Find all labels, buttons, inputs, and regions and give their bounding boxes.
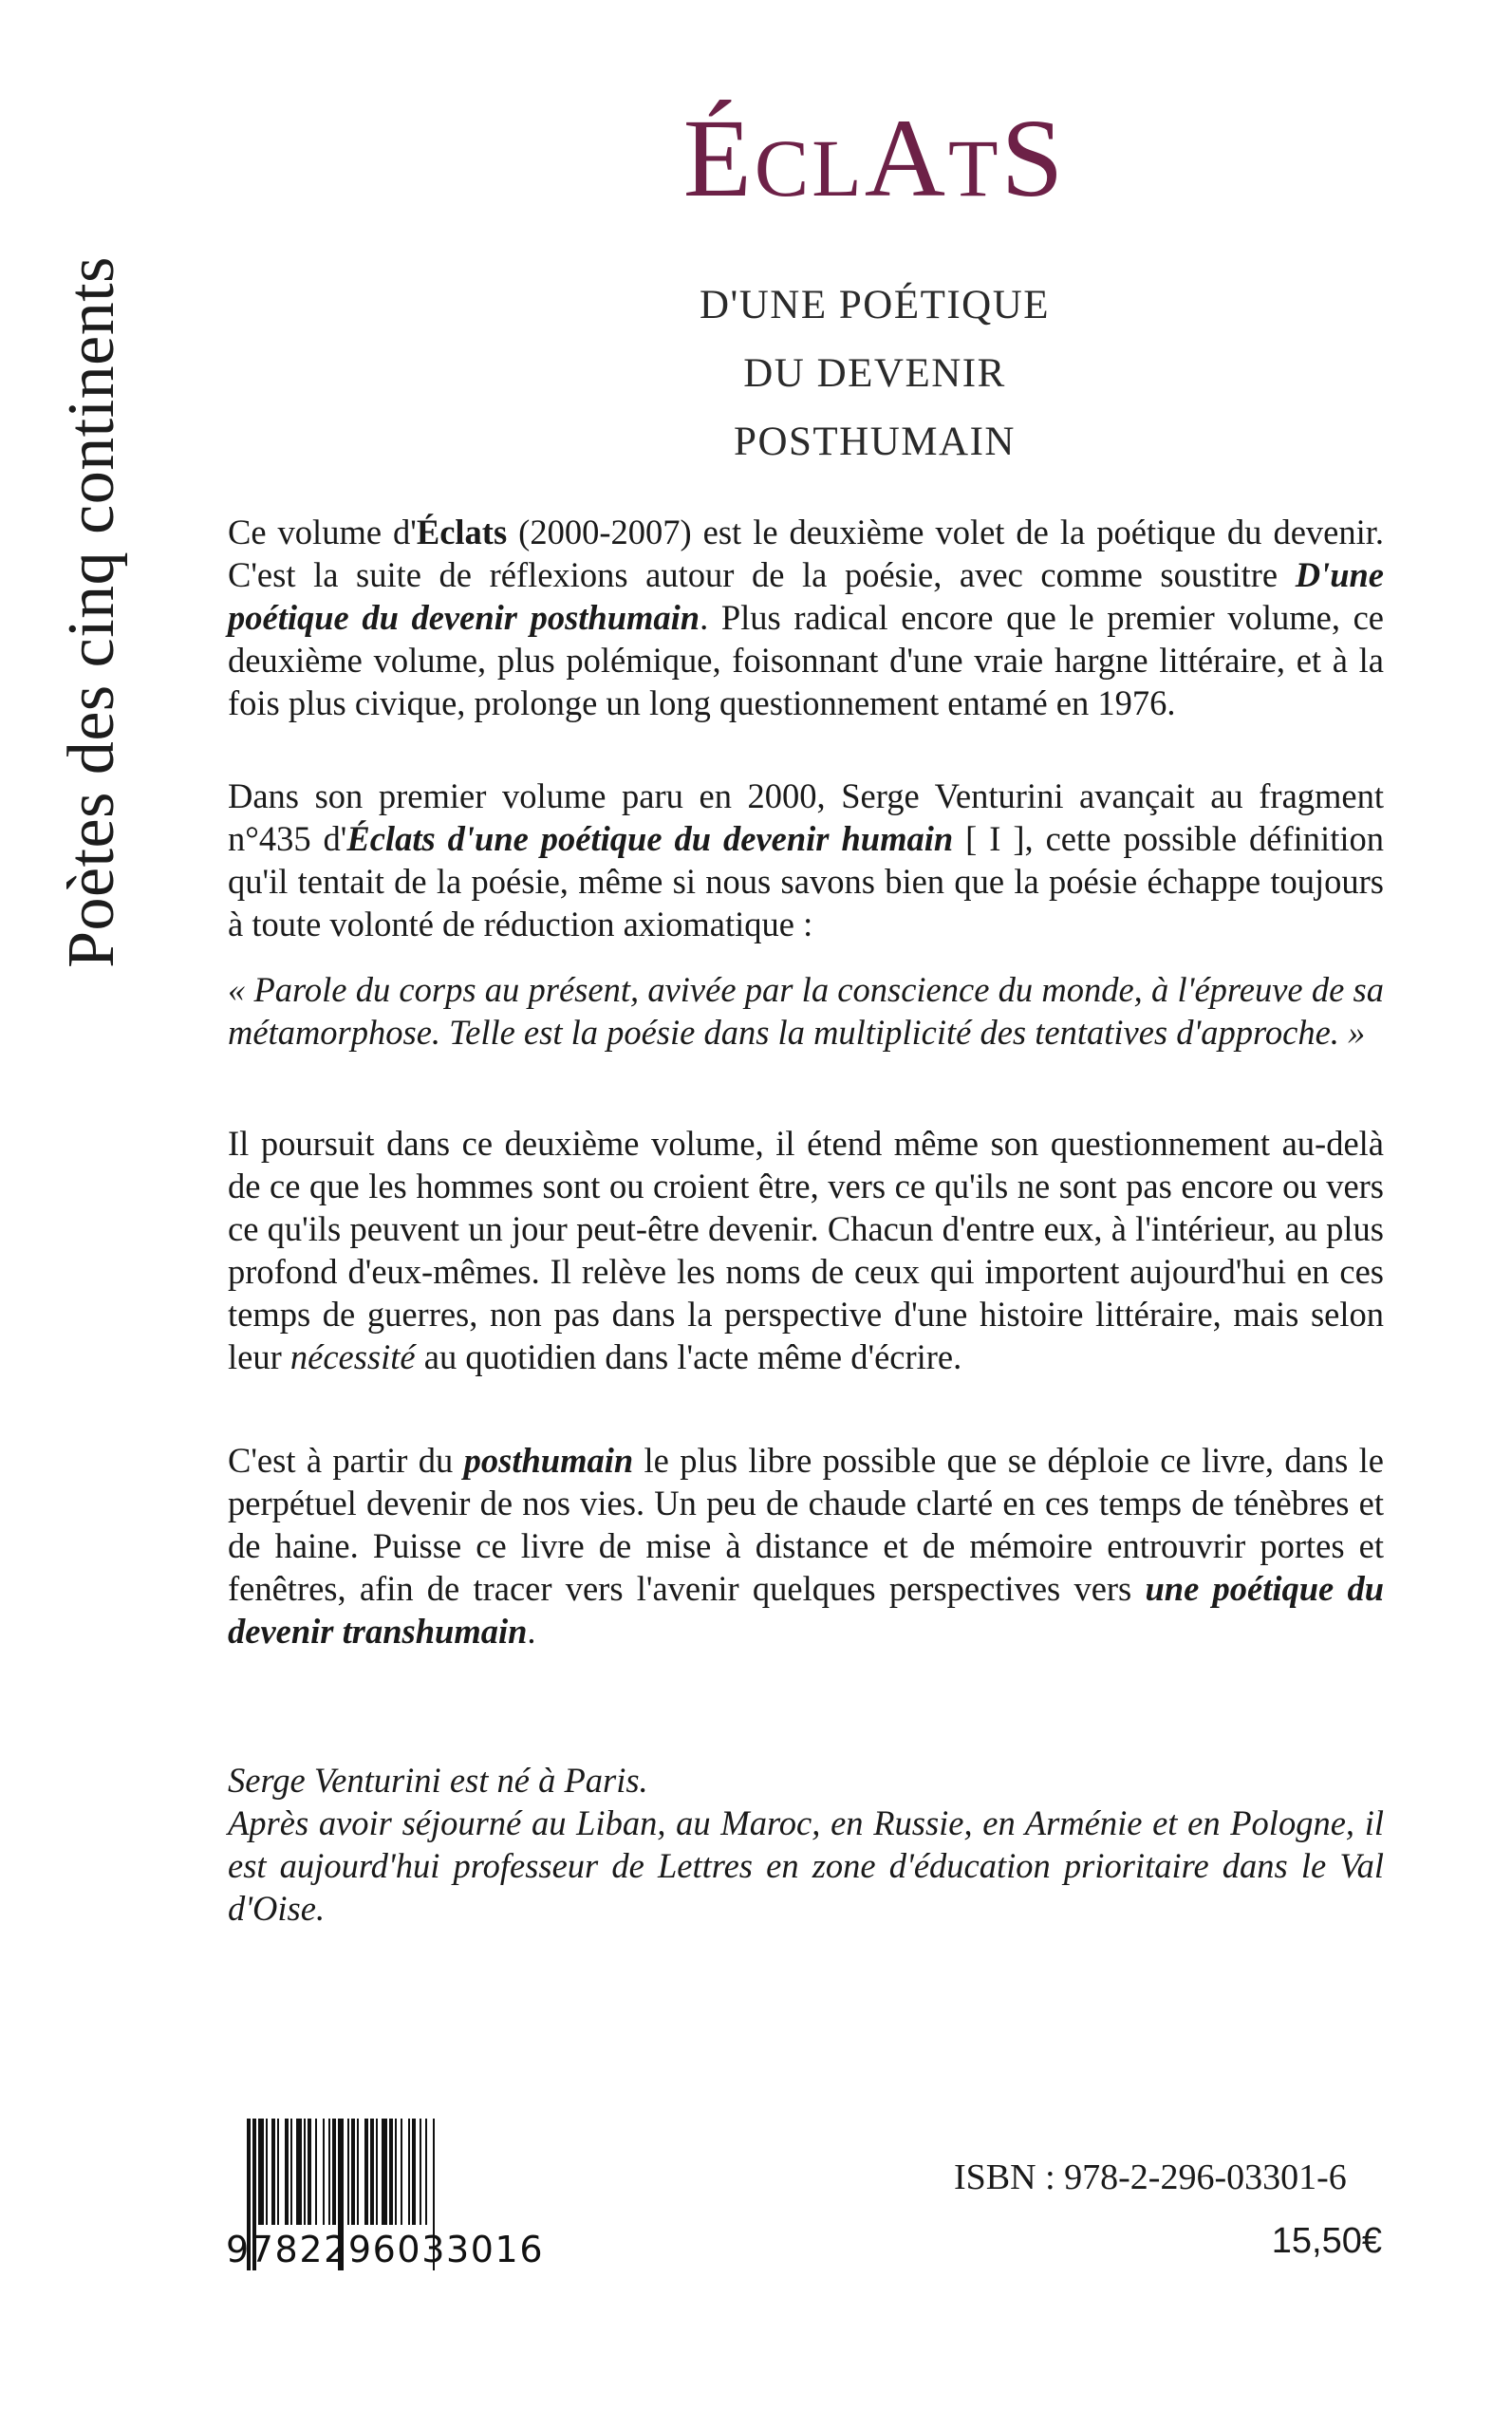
barcode-bar <box>382 2119 387 2225</box>
blurb-paragraph-4 <box>228 1439 1384 1653</box>
barcode-digits: 9782296033016 <box>226 2229 545 2270</box>
barcode-bar <box>308 2119 311 2225</box>
barcode-bar <box>315 2119 317 2225</box>
text-run: Dans son premier volume paru en 2000, Serge Venturini avançait au fragment n°435 d' <box>228 776 1384 858</box>
bio-line-1: Serge Venturini est né à Paris. <box>228 1761 648 1800</box>
barcode-bar <box>323 2119 325 2225</box>
barcode-bar <box>347 2119 349 2225</box>
barcode-bar <box>258 2119 264 2225</box>
barcode-bar <box>304 2119 306 2225</box>
barcode-bar <box>395 2119 397 2225</box>
blurb-paragraph-3 <box>228 1122 1384 1378</box>
text-run-bold: Éclats <box>416 513 508 551</box>
author-bio <box>228 1759 1384 1930</box>
text-run-italic: nécessité <box>289 1337 416 1376</box>
text-run: . Plus radical encore que le premier volume, ce deuxième volume, plus polémique, foisonnant d'une vraie hargne littéraire, et à la fois plus civique, prolonge un long questionnement entamé en 1976. <box>228 598 1384 722</box>
subtitle-line-3: POSTHUMAIN <box>734 420 1016 464</box>
title-letter: A <box>864 96 949 220</box>
barcode-bar <box>370 2119 374 2225</box>
text-run-bold-italic: une poétique du devenir transhumain <box>228 1569 1384 1651</box>
text-run: Il poursuit dans ce deuxième volume, il étend même son questionnement au-delà de ce que les hommes sont ou croient être, vers ce qu'ils ne sont pas encore ou vers ce qu'ils peuvent un jour peut-être devenir. Chacun d'entre eux, à l'intérieur, au plus profond d'eux-mêmes. Il relève les noms de ceux qui importent aujourd'hui en ces temps de guerres, non pas dans la perspective d'une histoire littéraire, mais selon leur <box>228 1124 1384 1376</box>
barcode-bar <box>357 2119 359 2225</box>
text-run: (2000-2007) est le deuxième volet de la poétique du devenir. C'est la suite de réflexions autour de la poésie, avec comme soustitre <box>228 513 1384 594</box>
blurb-paragraph-1 <box>228 511 1384 724</box>
text-run: C'est à partir du <box>228 1441 464 1480</box>
text-run: au quotidien dans l'acte même d'écrire. <box>415 1337 962 1376</box>
barcode-bar <box>277 2119 279 2225</box>
text-run-bold-italic: posthumain <box>463 1441 634 1480</box>
barcode-bar <box>425 2119 427 2225</box>
text-run: . <box>527 1612 536 1651</box>
bio-line-2: Après avoir séjourné au Liban, au Maroc, en Russie, en Arménie et en Pologne, il est aujourd'hui professeur de Lettres en zone d'éducation prioritaire dans le Val d'Oise. <box>228 1803 1384 1928</box>
blurb-paragraph-2 <box>228 775 1384 945</box>
book-title <box>0 96 1512 220</box>
barcode-bar <box>271 2119 275 2225</box>
quote-block <box>228 968 1384 1054</box>
text-run: le plus libre possible que se déploie ce livre, dans le perpétuel devenir de nos vies. Un peu de chaude clarté en ces temps de ténèbres et de haine. Puisse ce livre de mise à distance et de mémoire entrouvrir portes et fenêtres, afin de tracer vers l'avenir quelques perspectives vers <box>228 1441 1384 1608</box>
subtitle-line-1: D'UNE POÉTIQUE <box>699 283 1051 327</box>
barcode-bar <box>290 2119 292 2225</box>
book-subtitle <box>0 271 1512 476</box>
title-letter: É <box>682 96 755 220</box>
text-run: [ I ], cette possible définition qu'il tentait de la poésie, même si nous savons bien que la poésie échappe toujours à toute volonté de réduction axiomatique : <box>228 819 1384 943</box>
barcode-icon <box>226 2119 545 2299</box>
barcode-bar <box>376 2119 378 2225</box>
price-label: 15,50€ <box>1271 2221 1382 2261</box>
barcode-bar <box>266 2119 268 2225</box>
quote-text: « Parole du corps au présent, avivée par la conscience du monde, à l'épreuve de sa métamorphose. Telle est la poésie dans la multiplicité des tentatives d'approche. » <box>228 970 1384 1052</box>
text-run: Ce volume d' <box>228 513 417 551</box>
text-run-bold-italic: Éclats d'une poétique du devenir humain <box>346 819 954 858</box>
title-letter: CL <box>754 122 865 214</box>
barcode-bar <box>389 2119 393 2225</box>
barcode-bar <box>412 2119 416 2225</box>
barcode-bar <box>328 2119 330 2225</box>
subtitle-line-2: DU DEVENIR <box>743 351 1006 396</box>
barcode-bar <box>401 2119 402 2225</box>
text-run-bold-italic: D'une poétique du devenir posthumain <box>228 555 1384 637</box>
barcode-bar <box>408 2119 410 2225</box>
isbn-number: ISBN : 978-2-296-03301-6 <box>954 2157 1347 2197</box>
barcode-bar <box>364 2119 368 2225</box>
barcode-bar <box>296 2119 302 2225</box>
title-letter: S <box>1000 96 1067 220</box>
barcode-bar <box>332 2119 336 2225</box>
series-title: Poètes des cinq continents <box>55 256 128 968</box>
title-letter: T <box>948 122 1001 214</box>
barcode-bar <box>285 2119 289 2225</box>
barcode-bar <box>351 2119 355 2225</box>
barcode-bar <box>420 2119 421 2225</box>
